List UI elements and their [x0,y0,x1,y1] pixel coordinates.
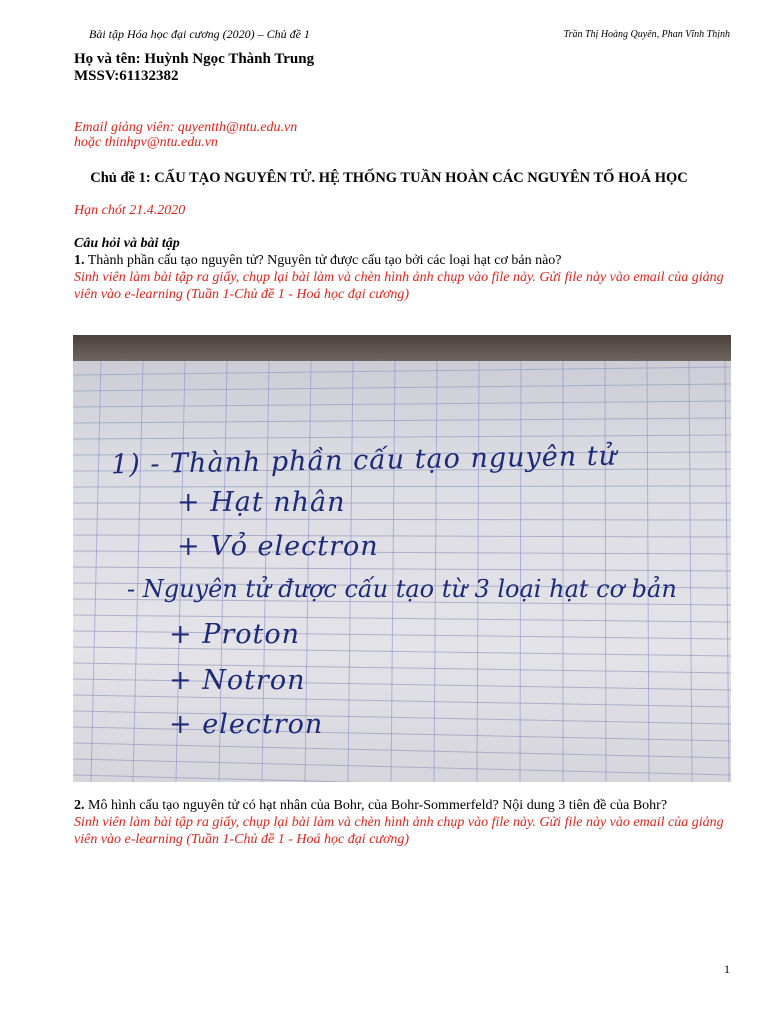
instructor-email-alternate: hoặc thinhpv@ntu.edu.vn [74,135,218,150]
page-number: 1 [724,962,730,976]
handwriting-line-7: + electron [169,709,324,740]
running-header-left: Bài tập Hóa học đại cương (2020) – Chủ đề 1 [89,27,310,41]
handwriting-line-1: 1) - Thành phần cấu tạo nguyên tử [110,440,618,481]
question-2-text: Mô hình cấu tạo nguyên tử có hạt nhân của Bohr, của Bohr-Sommerfeld? Nội dung 3 tiên đề của Bohr? [84,798,668,813]
student-id: MSSV:61132382 [74,68,179,84]
handwriting-line-2: + Hạt nhân [177,487,346,518]
question-1-number: 1. [74,253,85,268]
question-2-instruction: Sinh viên làm bài tập ra giấy, chụp lại bài làm và chèn hình ảnh chụp vào file này. Gửi file này vào email của giảng viên vào e-learning (Tuần 1-Chủ đề 1 - Hoá học đại cương) [74,815,724,847]
question-1-text: Thành phần cấu tạo nguyên tử? Nguyên tử được cấu tạo bởi các loại hạt cơ bản nào? [84,253,562,268]
questions-heading: Câu hỏi và bài tập [74,236,180,251]
question-2 [74,798,667,814]
question-1-instruction: Sinh viên làm bài tập ra giấy, chụp lại bài làm và chèn hình ảnh chụp vào file này. Gửi file này vào email của giảng viên vào e-learning (Tuần 1-Chủ đề 1 - Hoá học đại cương) [74,270,724,302]
handwriting-line-6: + Notron [169,665,306,696]
instructor-email-primary: Email giảng viên: quyentth@ntu.edu.vn [74,120,298,135]
handwriting-line-3: + Vỏ electron [177,531,379,562]
student-name: Họ và tên: Huỳnh Ngọc Thành Trung [74,51,315,67]
question-2-number: 2. [74,798,85,813]
deadline: Hạn chót 21.4.2020 [74,203,186,218]
handwriting-line-4: - Nguyên tử được cấu tạo từ 3 loại hạt cơ bản [127,575,677,603]
topic-title: Chủ đề 1: CẤU TẠO NGUYÊN TỬ. HỆ THỐNG TUẦN HOÀN CÁC NGUYÊN TỐ HOÁ HỌC [90,170,688,186]
running-header-right: Trần Thị Hoàng Quyên, Phan Vĩnh Thịnh [563,29,730,40]
question-1 [74,253,562,269]
handwritten-answer-photo [73,335,731,782]
handwriting-line-5: + Proton [169,619,301,650]
